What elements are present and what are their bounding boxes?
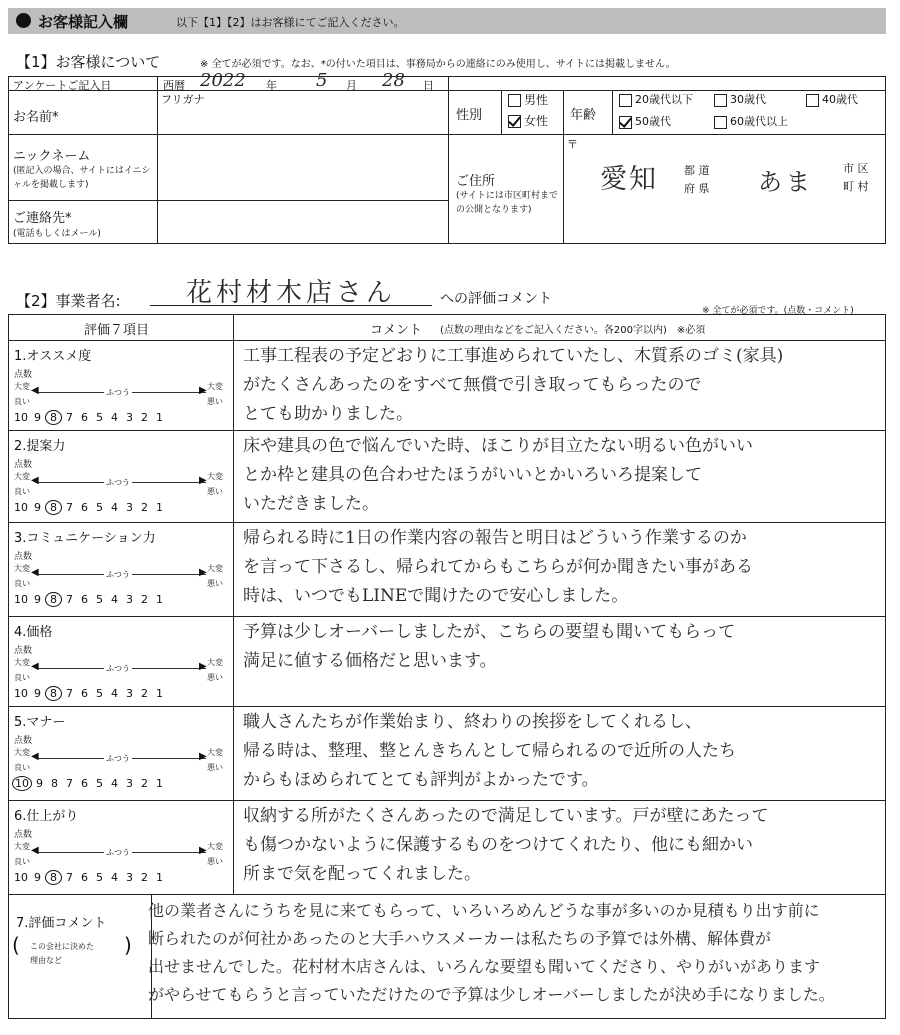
- score-option-1[interactable]: 1: [156, 871, 163, 884]
- score-option-9[interactable]: 9: [34, 593, 41, 606]
- age-60s-checkbox[interactable]: [714, 116, 727, 129]
- item7-note-1: この会社に決めた: [30, 942, 94, 951]
- score-option-10[interactable]: 10: [14, 593, 28, 606]
- age-40s-checkbox[interactable]: [806, 94, 819, 107]
- age-option-60s[interactable]: 60歳代以上: [714, 113, 788, 129]
- scale-good-bottom: 良い: [14, 857, 30, 866]
- score-option-4[interactable]: 4: [111, 411, 118, 424]
- score-option-10[interactable]: 10: [14, 411, 28, 424]
- item7-paren-left: (: [12, 933, 20, 957]
- banner-title: お客様記入欄: [38, 13, 129, 31]
- bullet-icon: [16, 13, 31, 28]
- score-option-7[interactable]: 7: [66, 411, 73, 424]
- month-unit: 月: [346, 79, 357, 92]
- score-option-1[interactable]: 1: [156, 777, 163, 790]
- scale-bad-top: 大変: [207, 382, 223, 391]
- comment-line: を言って下さるし、帰られてからもこちらが何か聞きたい事がある: [243, 557, 753, 577]
- city-suffix-1: 市 区: [843, 162, 869, 175]
- score-option-4[interactable]: 4: [111, 687, 118, 700]
- score-option-4[interactable]: 4: [111, 777, 118, 790]
- score-option-7[interactable]: 7: [66, 871, 73, 884]
- scale-bad-bottom: 悪い: [207, 397, 223, 406]
- comment-line: からもほめられてとても評判がよかったです。: [243, 770, 599, 790]
- age-30s-checkbox[interactable]: [714, 94, 727, 107]
- col-header-comment: コメント: [370, 323, 423, 338]
- score-option-8[interactable]: 8: [45, 410, 62, 425]
- age-20s-checkbox[interactable]: [619, 94, 632, 107]
- scale-bad-bottom: 悪い: [207, 673, 223, 682]
- score-option-5[interactable]: 5: [96, 593, 103, 606]
- score-option-9[interactable]: 9: [34, 871, 41, 884]
- scale-good-bottom: 良い: [14, 763, 30, 772]
- item7-note-2: 理由など: [30, 956, 62, 965]
- score-option-8[interactable]: 8: [45, 686, 62, 701]
- survey-year[interactable]: 2022: [200, 70, 246, 91]
- comment-line: がやらせてもらうと言っていただけたので予算は少しオーバーしましたが決め手になりました。: [148, 985, 835, 1004]
- scale-good-bottom: 良い: [14, 397, 30, 406]
- scale-mid-label: ふつう: [106, 388, 130, 397]
- survey-day[interactable]: 28: [382, 70, 405, 91]
- scale-good-bottom: 良い: [14, 673, 30, 682]
- scale-points-label: 点数: [14, 646, 33, 656]
- comment-line: 所まで気を配ってくれました。: [243, 864, 481, 884]
- scale-bad-bottom: 悪い: [207, 857, 223, 866]
- arrow-left-icon: ◀: [31, 567, 39, 578]
- arrow-left-icon: ◀: [31, 475, 39, 486]
- score-option-10[interactable]: 10: [14, 501, 28, 514]
- comment-line: とか枠と建具の色合わせたほうがいいとかいろいろ提案して: [243, 465, 702, 485]
- item7-paren-right: ): [124, 933, 132, 957]
- score-option-2[interactable]: 2: [141, 687, 148, 700]
- item-title: 5.マナー: [14, 715, 66, 730]
- comment-line: 職人さんたちが作業始まり、終わりの挨拶をしてくれるし、: [243, 712, 702, 732]
- gender-option-female[interactable]: 女性: [508, 112, 548, 129]
- item-title: 2.提案力: [14, 439, 66, 454]
- section2-heading-suffix: への評価コメント: [440, 291, 552, 307]
- age-option-20s[interactable]: 20歳代以下: [619, 91, 693, 107]
- score-option-8[interactable]: 8: [45, 870, 62, 885]
- score-option-4[interactable]: 4: [111, 501, 118, 514]
- era-label: 西暦: [163, 79, 185, 92]
- comment-line: 工事工程表の予定どおりに工事進められていたし、木質系のゴミ(家具): [243, 346, 784, 366]
- score-option-3[interactable]: 3: [126, 777, 133, 790]
- scale-points-label: 点数: [14, 830, 33, 840]
- item-title: 4.価格: [14, 625, 53, 640]
- score-scale[interactable]: [12, 686, 222, 701]
- score-option-5[interactable]: 5: [96, 501, 103, 514]
- arrow-right-icon: ▶: [199, 661, 207, 672]
- score-option-6[interactable]: 6: [81, 777, 88, 790]
- score-option-8[interactable]: 8: [45, 500, 62, 515]
- score-option-1[interactable]: 1: [156, 501, 163, 514]
- score-option-10[interactable]: 10: [14, 871, 28, 884]
- comment-line: 他の業者さんにうちを見に来てもらって、いろいろめんどうな事が多いのか見積もり出す前に: [148, 901, 820, 920]
- comment-line: 帰る時は、整理、整とんきちんとして帰られるので近所の人たち: [243, 741, 736, 761]
- pref-suffix-2: 府 県: [684, 182, 710, 195]
- score-scale[interactable]: [12, 410, 222, 425]
- age-label: 年齢: [570, 108, 597, 123]
- score-option-2[interactable]: 2: [141, 411, 148, 424]
- section1-note: ※ 全てが必須です。なお、*の付いた項目は、事務局からの連絡にのみ使用し、サイトには掲載しません。: [200, 59, 676, 70]
- col-header-comment-note: (点数の理由などをご記入ください。各200字以内) ※必須: [440, 325, 706, 336]
- item-comment[interactable]: [243, 342, 881, 429]
- scale-points-label: 点数: [14, 552, 33, 562]
- scale-points-label: 点数: [14, 460, 33, 470]
- scale-good-top: 大変: [14, 382, 30, 391]
- score-option-3[interactable]: 3: [126, 411, 133, 424]
- survey-date-label: アンケートご記入日: [13, 79, 112, 92]
- item-title: 3.コミュニケーション力: [14, 531, 156, 546]
- score-option-3[interactable]: 3: [126, 687, 133, 700]
- comment-line: 床や建具の色で悩んでいた時、ほこりが目立たない明るい色がいい: [243, 436, 753, 456]
- name-label: お名前*: [13, 110, 59, 125]
- scale-points-label: 点数: [14, 736, 33, 746]
- gender-label: 性別: [456, 108, 483, 123]
- city-suffix-2: 町 村: [843, 180, 869, 193]
- gender-option-male[interactable]: 男性: [508, 91, 548, 108]
- score-scale[interactable]: [12, 776, 222, 791]
- item7-comment[interactable]: [148, 897, 880, 1009]
- section2-heading: 【2】事業者名:: [16, 292, 121, 310]
- scale-mid-label: ふつう: [106, 570, 130, 579]
- scale-bad-bottom: 悪い: [207, 487, 223, 496]
- furigana-label: フリガナ: [161, 93, 205, 106]
- female-checkbox[interactable]: [508, 115, 521, 128]
- score-option-9[interactable]: 9: [34, 411, 41, 424]
- score-option-6[interactable]: 6: [81, 411, 88, 424]
- score-scale[interactable]: [12, 870, 222, 885]
- pref-suffix-1: 都 道: [684, 164, 710, 177]
- arrow-right-icon: ▶: [199, 845, 207, 856]
- banner-bar: [8, 8, 886, 34]
- scale-good-top: 大変: [14, 842, 30, 851]
- scale-bad-top: 大変: [207, 658, 223, 667]
- item-comment[interactable]: [243, 708, 881, 795]
- nickname-note: (匿記入の場合、サイトにはイニシャルを掲載します): [13, 166, 151, 190]
- score-option-1[interactable]: 1: [156, 411, 163, 424]
- year-unit: 年: [266, 79, 277, 92]
- scale-mid-label: ふつう: [106, 754, 130, 763]
- col-header-items: 評価７項目: [84, 323, 150, 338]
- arrow-right-icon: ▶: [199, 385, 207, 396]
- arrow-left-icon: ◀: [31, 661, 39, 672]
- score-option-7[interactable]: 7: [66, 687, 73, 700]
- item-comment[interactable]: [243, 524, 881, 611]
- scale-bad-bottom: 悪い: [207, 763, 223, 772]
- arrow-left-icon: ◀: [31, 845, 39, 856]
- comment-line: 予算は少しオーバーしましたが、こちらの要望も聞いてもらって: [243, 622, 736, 642]
- score-scale[interactable]: [12, 592, 222, 607]
- score-option-2[interactable]: 2: [141, 777, 148, 790]
- score-option-6[interactable]: 6: [81, 501, 88, 514]
- address-note: (サイトには市区町村までの公開となります): [456, 191, 558, 215]
- scale-mid-label: ふつう: [106, 848, 130, 857]
- score-option-3[interactable]: 3: [126, 501, 133, 514]
- score-option-9[interactable]: 9: [34, 687, 41, 700]
- comment-line: 帰られる時に1日の作業内容の報告と明日はどういう作業するのか: [243, 528, 747, 548]
- scale-bad-top: 大変: [207, 564, 223, 573]
- comment-line: 満足に値する価格だと思います。: [243, 651, 497, 671]
- score-option-10[interactable]: 10: [14, 687, 28, 700]
- scale-good-top: 大変: [14, 472, 30, 481]
- section2-note: ※ 全てが必須です。(点数・コメント): [702, 306, 854, 316]
- score-option-5[interactable]: 5: [96, 411, 103, 424]
- scale-bad-top: 大変: [207, 748, 223, 757]
- item-title: 1.オススメ度: [14, 349, 92, 364]
- scale-mid-label: ふつう: [106, 478, 130, 487]
- nickname-label: ニックネーム: [13, 149, 91, 164]
- scale-good-top: 大変: [14, 564, 30, 573]
- score-option-5[interactable]: 5: [96, 871, 103, 884]
- scale-bad-top: 大変: [207, 472, 223, 481]
- item-title: 6.仕上がり: [14, 809, 79, 824]
- age-50s-checkbox[interactable]: [619, 116, 632, 129]
- score-option-9[interactable]: 9: [36, 777, 43, 790]
- comment-line: 出せませんでした。花村材木店さんは、いろんな要望も聞いてくださり、やりがいがあります: [148, 957, 821, 976]
- contact-note: (電話もしくはメール): [13, 229, 101, 239]
- comment-line: とても助かりました。: [243, 404, 413, 424]
- item7-title: 7.評価コメント: [16, 916, 107, 931]
- age-option-40s[interactable]: 40歳代: [806, 91, 858, 107]
- scale-good-bottom: 良い: [14, 487, 30, 496]
- score-option-8[interactable]: 8: [45, 592, 62, 607]
- comment-line: 収納する所がたくさんあったので満足しています。戸が壁にあたって: [243, 806, 769, 826]
- score-option-1[interactable]: 1: [156, 687, 163, 700]
- score-option-6[interactable]: 6: [81, 871, 88, 884]
- address-prefecture[interactable]: 愛知: [600, 164, 658, 195]
- score-option-9[interactable]: 9: [34, 501, 41, 514]
- score-option-6[interactable]: 6: [81, 593, 88, 606]
- score-option-1[interactable]: 1: [156, 593, 163, 606]
- contact-label: ご連絡先*: [13, 211, 72, 226]
- item-comment[interactable]: [243, 618, 881, 676]
- score-option-3[interactable]: 3: [126, 593, 133, 606]
- score-option-3[interactable]: 3: [126, 871, 133, 884]
- scale-good-top: 大変: [14, 658, 30, 667]
- comment-line: がたくさんあったのをすべて無償で引き取ってもらったので: [243, 375, 702, 395]
- score-scale[interactable]: [12, 500, 222, 515]
- arrow-left-icon: ◀: [31, 385, 39, 396]
- score-option-7[interactable]: 7: [66, 593, 73, 606]
- score-option-4[interactable]: 4: [111, 871, 118, 884]
- address-city[interactable]: あま: [758, 168, 814, 196]
- day-unit: 日: [423, 79, 434, 92]
- comment-line: も傷つかないように保護するものをつけてくれたり、他にも細かい: [243, 835, 753, 855]
- scale-bad-bottom: 悪い: [207, 579, 223, 588]
- score-option-2[interactable]: 2: [141, 501, 148, 514]
- section1-heading: 【1】お客様について: [16, 53, 161, 71]
- score-option-7[interactable]: 7: [66, 777, 73, 790]
- banner-note: 以下【1】【2】はお客様にてご記入ください。: [176, 16, 405, 29]
- scale-mid-label: ふつう: [106, 664, 130, 673]
- arrow-right-icon: ▶: [199, 751, 207, 762]
- item-comment[interactable]: [243, 802, 881, 889]
- postal-mark: 〒: [567, 138, 578, 151]
- score-option-5[interactable]: 5: [96, 777, 103, 790]
- scale-good-bottom: 良い: [14, 579, 30, 588]
- age-option-50s[interactable]: 50歳代: [619, 113, 671, 129]
- score-option-2[interactable]: 2: [141, 871, 148, 884]
- business-name[interactable]: 花村材木店さん: [186, 278, 397, 308]
- survey-month[interactable]: 5: [316, 70, 328, 91]
- comment-line: いただきました。: [243, 494, 379, 514]
- scale-points-label: 点数: [14, 370, 33, 380]
- score-option-2[interactable]: 2: [141, 593, 148, 606]
- scale-bad-top: 大変: [207, 842, 223, 851]
- age-option-30s[interactable]: 30歳代: [714, 91, 766, 107]
- score-option-7[interactable]: 7: [66, 501, 73, 514]
- score-option-6[interactable]: 6: [81, 687, 88, 700]
- score-option-4[interactable]: 4: [111, 593, 118, 606]
- score-option-5[interactable]: 5: [96, 687, 103, 700]
- comment-line: 時は、いつでもLINEで聞けたので安心しました。: [243, 586, 629, 606]
- score-option-10[interactable]: 10: [12, 776, 32, 791]
- arrow-right-icon: ▶: [199, 475, 207, 486]
- scale-good-top: 大変: [14, 748, 30, 757]
- arrow-left-icon: ◀: [31, 751, 39, 762]
- arrow-right-icon: ▶: [199, 567, 207, 578]
- comment-line: 断られたのが何社かあったのと大手ハウスメーカーは私たちの予算では外構、解体費が: [148, 929, 772, 948]
- item-comment[interactable]: [243, 432, 881, 519]
- address-label: ご住所: [456, 174, 496, 189]
- male-checkbox[interactable]: [508, 94, 521, 107]
- score-option-8[interactable]: 8: [51, 777, 58, 790]
